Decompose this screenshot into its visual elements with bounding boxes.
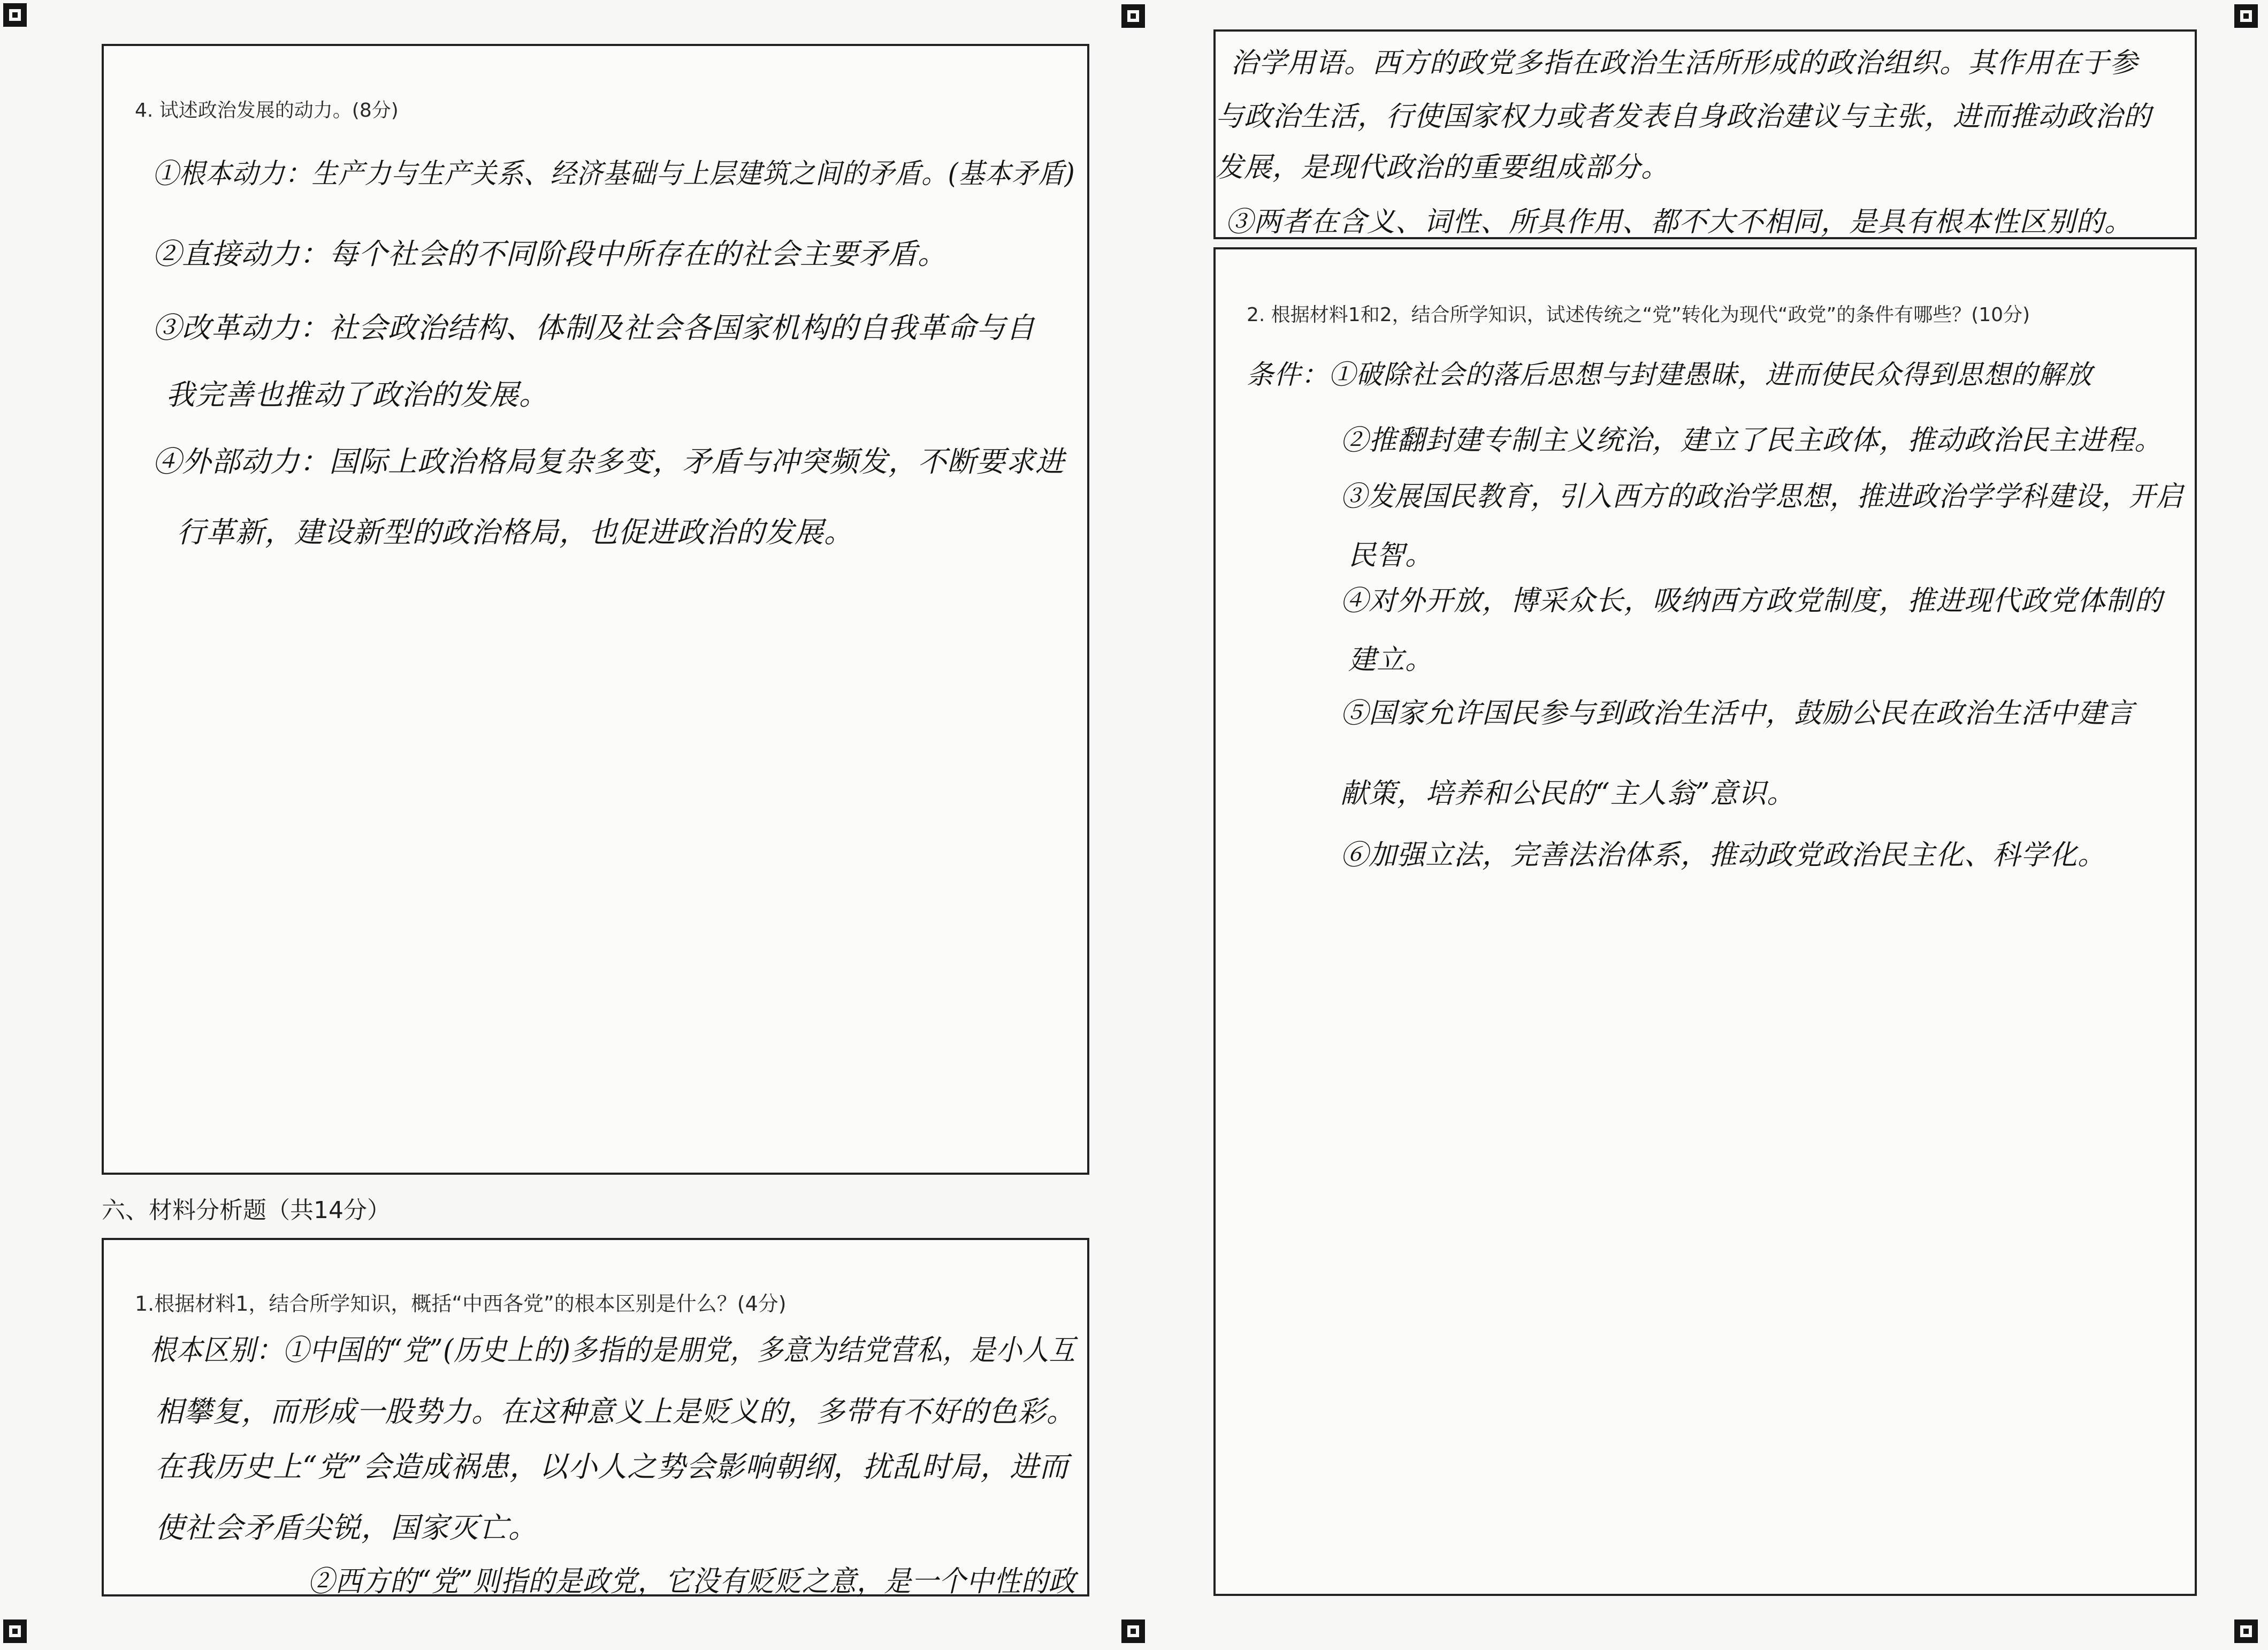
q1-answer-line-3: 在我历史上“党”会造成祸患，以小人之势会影响朝纲，扰乱时局，进而 — [155, 1450, 1069, 1484]
registration-marker-bottom-left — [3, 1619, 27, 1643]
q2-title: 2. 根据材料1和2，结合所学知识，试述传统之“党”转化为现代“政党”的条件有哪些？(10分) — [1247, 304, 2030, 326]
q2-answer-line-6: 建立。 — [1348, 644, 1434, 676]
q4-answer-line-5: ④外部动力：国际上政治格局复杂多变，矛盾与冲突频发，不断要求进 — [152, 445, 1065, 478]
section-six-title: 六、材料分析题（共14分） — [102, 1197, 391, 1224]
q2-answer-line-8: 献策，培养和公民的“主人翁”意识。 — [1340, 778, 1796, 810]
q2-answer-line-5: ④对外开放，博采众长，吸纳西方政党制度，推进现代政党体制的 — [1340, 585, 2163, 617]
q4-answer-line-3: ③改革动力：社会政治结构、体制及社会各国家机构的自我革命与自 — [152, 311, 1035, 345]
registration-marker-top-center — [1121, 4, 1145, 28]
q2-answer-line-9: ⑥加强立法，完善法治体系，推动政党政治民主化、科学化。 — [1340, 839, 2106, 871]
q2-answer-line-7: ⑤国家允许国民参与到政治生活中，鼓励公民在政治生活中建言 — [1340, 697, 2135, 729]
registration-marker-top-left — [3, 3, 27, 27]
q4-answer-line-1: ①根本动力：生产力与生产关系、经济基础与上层建筑之间的矛盾。(基本矛盾) — [152, 158, 1075, 190]
q1-continued-line-1: 治学用语。西方的政党多指在政治生活所形成的政治组织。其作用在于参 — [1231, 47, 2139, 79]
q2-answer-line-1: 条件：①破除社会的落后思想与封建愚昧，进而使民众得到思想的解放 — [1247, 359, 2093, 390]
q1-answer-line-4: 使社会矛盾尖锐，国家灭亡。 — [155, 1511, 538, 1545]
q1-title: 1.根据材料1，结合所学知识，概括“中西各党”的根本区别是什么？(4分) — [135, 1292, 786, 1316]
q1-answer-line-5: ②西方的“党”则指的是政党，它没有贬贬之意，是一个中性的政 — [308, 1564, 1076, 1598]
q1-answer-line-2: 相攀复，而形成一股势力。在这种意义上是贬义的，多带有不好的色彩。 — [155, 1395, 1075, 1428]
q2-answer-line-3: ③发展国民教育，引入西方的政治学思想，推进政治学学科建设，开启 — [1340, 481, 2183, 513]
q1-continued-line-2: 与政治生活，行使国家权力或者发表自身政治建议与主张，进而推动政治的 — [1216, 101, 2152, 133]
registration-marker-bottom-right — [2234, 1619, 2258, 1643]
q4-answer-box — [102, 44, 1089, 1175]
q4-answer-line-2: ②直接动力：每个社会的不同阶段中所存在的社会主要矛盾。 — [152, 237, 947, 271]
q4-answer-line-6: 行革新，建设新型的政治格局，也促进政治的发展。 — [177, 515, 853, 549]
q4-title: 4. 试述政治发展的动力。(8分) — [135, 100, 399, 121]
q4-answer-line-4: 我完善也推动了政治的发展。 — [166, 378, 548, 412]
registration-marker-bottom-center — [1121, 1619, 1145, 1643]
q2-answer-line-2: ②推翻封建专制主义统治，建立了民主政体，推动政治民主进程。 — [1340, 424, 2163, 457]
registration-marker-top-right — [2234, 4, 2258, 28]
q1-answer-line-1: 根本区别：①中国的“党”(历史上的)多指的是朋党，多意为结党营私，是小人互 — [150, 1333, 1076, 1367]
q1-continued-line-3: 发展，是现代政治的重要组成部分。 — [1216, 151, 1670, 184]
q2-answer-line-4: 民智。 — [1348, 539, 1434, 572]
q1-continued-line-4: ③两者在含义、词性、所具作用、都不大不相同，是具有根本性区别的。 — [1225, 206, 2133, 238]
